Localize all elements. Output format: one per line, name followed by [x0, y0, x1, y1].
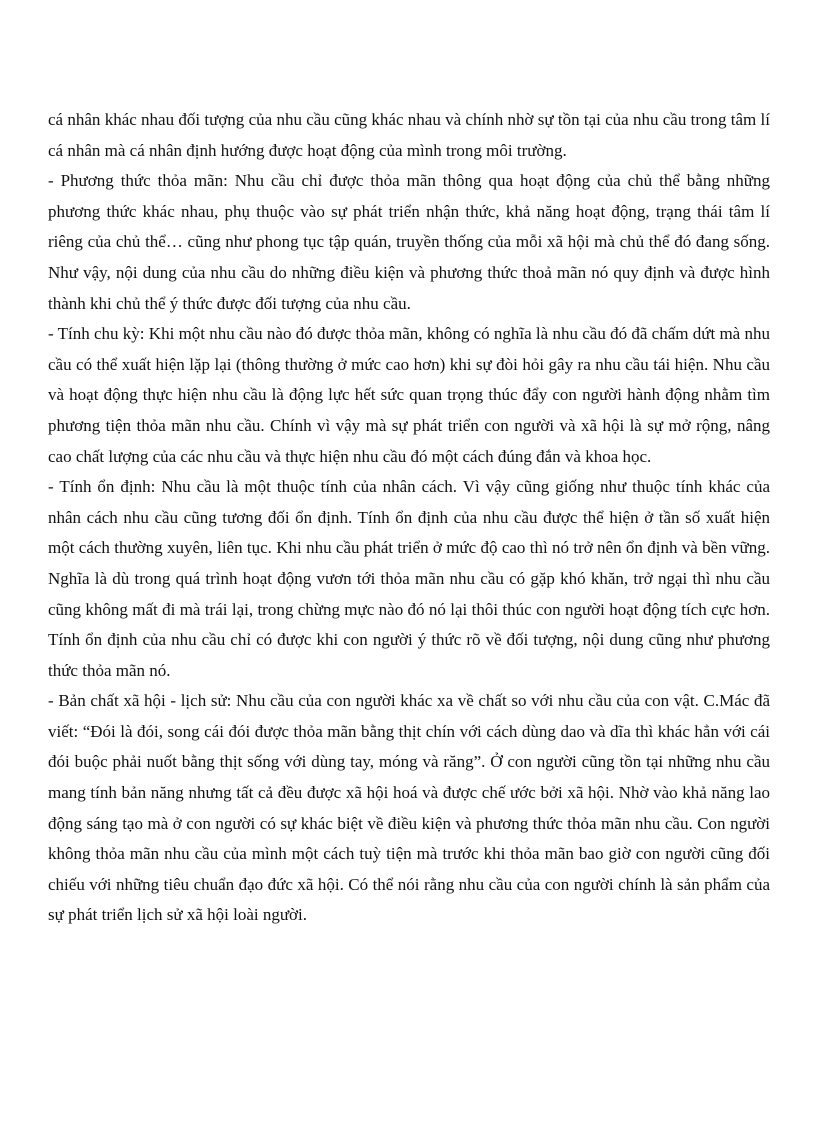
paragraph-continuation: cá nhân khác nhau đối tượng của nhu cầu cũng khác nhau và chính nhờ sự tồn tại của nhu cầu trong tâm lí cá nhân mà cá nhân định hướng được hoạt động của mình trong môi trường.: [48, 110, 770, 160]
paragraph-satisfaction-method: - Phương thức thỏa mãn: Nhu cầu chỉ được thỏa mãn thông qua hoạt động của chủ thể bằng những phương thức khác nhau, phụ thuộc vào sự phát triển nhận thức, khả năng hoạt động, trạng thái tâm lí riêng của chủ thể… cũng như phong tục tập quán, truyền thống của mỗi xã hội mà chủ thể đó đang sống. Như vậy, nội dung của nhu cầu do những điều kiện và phương thức thoả mãn nó quy định và được hình thành khi chủ thể ý thức được đối tượng của nhu cầu.: [48, 171, 770, 313]
paragraph-stability: - Tính ổn định: Nhu cầu là một thuộc tính của nhân cách. Vì vậy cũng giống như thuộc tính khác của nhân cách nhu cầu cũng tương đối ổn định. Tính ổn định của nhu cầu được thể hiện ở tần số xuất hiện một cách thường xuyên, liên tục. Khi nhu cầu phát triển ở mức độ cao thì nó trở nên ổn định và bền vững. Nghĩa là dù trong quá trình hoạt động vươn tới thỏa mãn nhu cầu có gặp khó khăn, trở ngại thì nhu cầu cũng không mất đi mà trái lại, trong chừng mực nào đó nó lại thôi thúc con người hoạt động tích cực hơn. Tính ổn định của nhu cầu chỉ có được khi con người ý thức rõ về đối tượng, nội dung cũng như phương thức thỏa mãn nó.: [48, 477, 770, 680]
paragraph-socio-historical-nature: - Bản chất xã hội - lịch sử: Nhu cầu của con người khác xa về chất so với nhu cầu của con vật. C.Mác đã viết: “Đói là đói, song cái đói được thỏa mãn bằng thịt chín với cách dùng dao và dĩa thì khác hẳn với cái đói buộc phải nuốt bằng thịt sống với dùng tay, móng và răng”. Ở con người cũng tồn tại những nhu cầu mang tính bản năng nhưng tất cả đều được xã hội hoá và được chế ước bởi xã hội. Nhờ vào khả năng lao động sáng tạo mà ở con người có sự khác biệt về điều kiện và phương thức thỏa mãn nhu cầu. Con người không thỏa mãn nhu cầu của mình một cách tuỳ tiện mà trước khi thỏa mãn bao giờ con người cũng đối chiếu với những tiêu chuẩn đạo đức xã hội. Có thể nói rằng nhu cầu của con người chính là sản phẩm của sự phát triển lịch sử xã hội loài người.: [48, 691, 770, 925]
document-page: [48, 105, 770, 931]
paragraph-cyclicity: - Tính chu kỳ: Khi một nhu cầu nào đó được thỏa mãn, không có nghĩa là nhu cầu đó đã chấm dứt mà nhu cầu có thể xuất hiện lặp lại (thông thường ở mức cao hơn) khi sự đòi hỏi gây ra nhu cầu tái hiện. Nhu cầu và hoạt động thực hiện nhu cầu là động lực hết sức quan trọng thúc đẩy con người hành động nhằm tìm phương tiện thỏa mãn nhu cầu. Chính vì vậy mà sự phát triển con người và xã hội là sự mở rộng, nâng cao chất lượng của các nhu cầu và thực hiện nhu cầu đó một cách đúng đắn và khoa học.: [48, 324, 770, 466]
